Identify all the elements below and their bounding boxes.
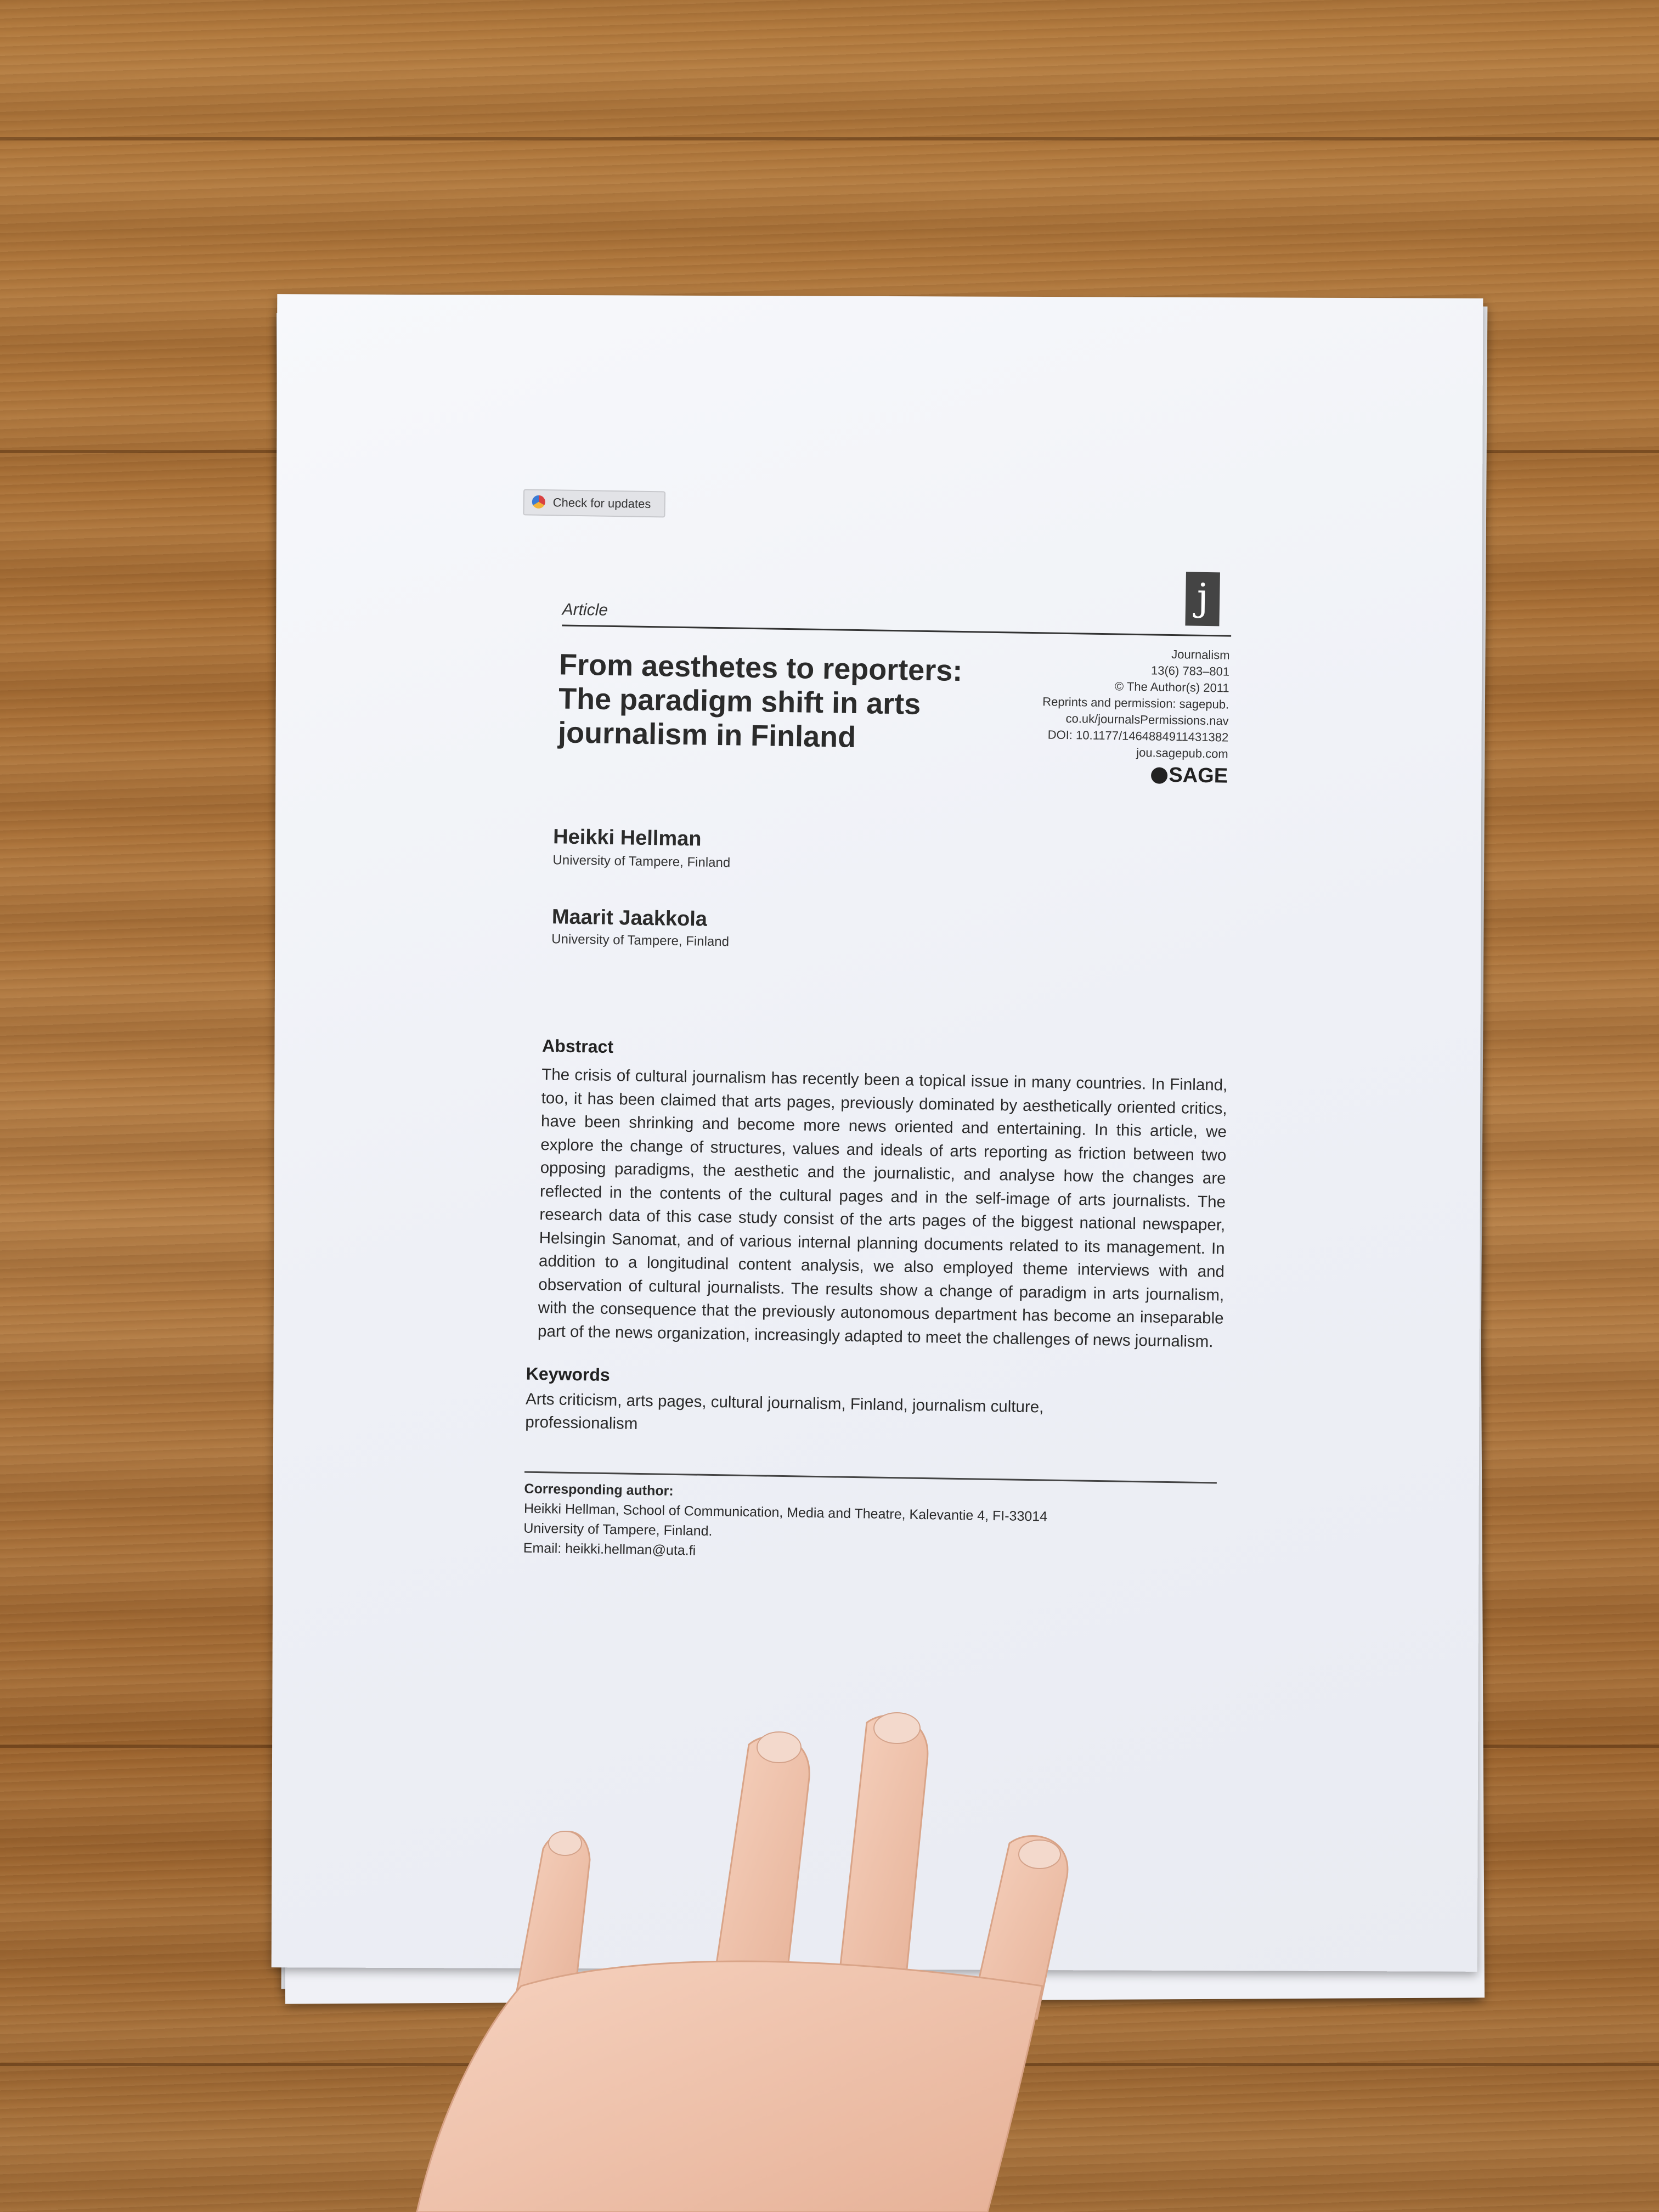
article-type-label: Article <box>562 600 608 619</box>
journal-url: jou.sagepub.com <box>1136 745 1228 761</box>
author-affiliation: University of Tampere, Finland <box>551 932 730 950</box>
journal-issue: 13(6) 783–801 <box>1150 663 1230 679</box>
corresponding-address: Heikki Hellman, School of Communication, Media and Theatre, Kalevantie 4, FI-33014 <box>523 1500 1048 1525</box>
doi-line: DOI: 10.1177/1464884911431382 <box>1047 727 1229 744</box>
author-affiliation: University of Tampere, Finland <box>552 853 731 871</box>
abstract-text: The crisis of cultural journalism has recently been a topical issue in many countries. In Finland, too, it has been claimed that arts pages, previously dominated by aesthetically oriented critics, have been shrinking and become more news oriented and entertaining. In this article, we explore the change of structures, values and ideals of arts reporting as friction between two opposing paradigms, the aesthetic and the journalistic, and analyse how the changes are reflected in the contents of the cultural pages and in the self-image of arts journalists. The research data of this case study consist of the arts pages of the biggest national newspaper, Helsingin Sanomat, and of various internal planning documents related to its management. In addition to a longitudinal content analysis, we also employed theme interviews with and observation of cultural journalists. The results show a change of paradigm in arts journalism, with the consequence that the previously autonomous department has become an inseparable part of the news organization, increasingly adapted to meet the challenges of news journalism. <box>537 1065 1228 1351</box>
journal-logo: j <box>1185 572 1220 626</box>
journal-name: Journalism <box>1171 647 1230 662</box>
author-name: Heikki Hellman <box>552 825 702 851</box>
corresponding-author-heading: Corresponding author: <box>524 1481 674 1499</box>
abstract-heading: Abstract <box>541 1036 614 1057</box>
check-for-updates-label: Check for updates <box>552 495 651 511</box>
copyright-line: © The Author(s) 2011 <box>1114 679 1229 695</box>
corresponding-email: Email: heikki.hellman@uta.fi <box>523 1540 696 1559</box>
corresponding-university: University of Tampere, Finland. <box>523 1520 713 1539</box>
author-name: Maarit Jaakkola <box>551 905 708 931</box>
keywords-heading: Keywords <box>526 1363 611 1385</box>
sage-logo-text: SAGE <box>1169 763 1228 788</box>
paper-title: From aesthetes to reporters: The paradigm shift in arts journalism in Finland <box>557 648 963 754</box>
reprints-line-1: Reprints and permission: sagepub. <box>1042 695 1229 712</box>
reprints-line-2: co.uk/journalsPermissions.nav <box>1065 711 1229 728</box>
hand-fingers <box>417 1716 1068 2212</box>
keywords-text: Arts criticism, arts pages, cultural journalism, Finland, journalism culture, professionalism <box>525 1390 1044 1433</box>
